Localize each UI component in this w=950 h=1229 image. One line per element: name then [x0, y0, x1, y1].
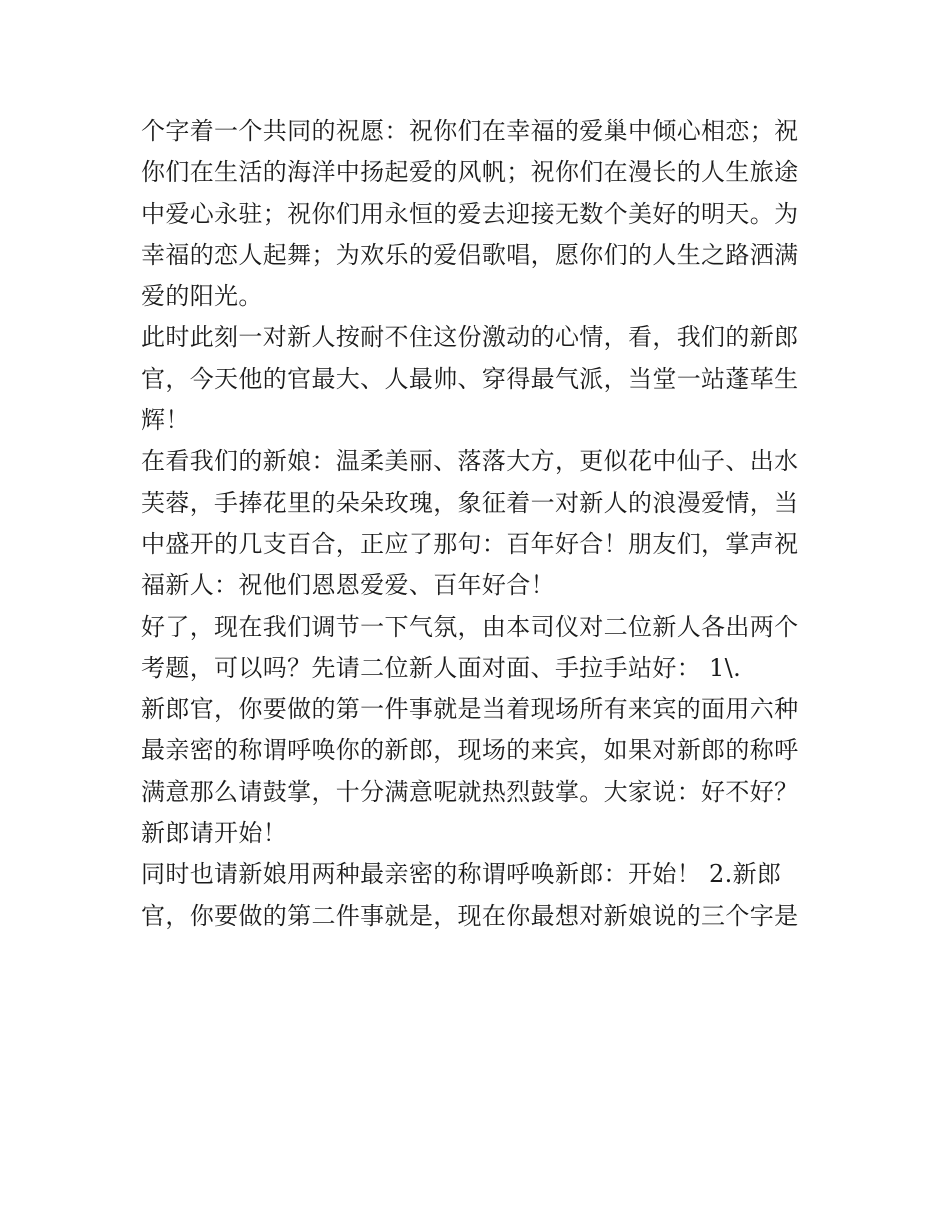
- text-line: 考题，可以吗？先请二位新人面对面、手拉手站好： 1\.: [141, 653, 742, 682]
- text-line: 满意那么请鼓掌，十分满意呢就热烈鼓掌。大家说：好不好？: [141, 777, 799, 806]
- text-line: 此时此刻一对新人按耐不住这份激动的心情，看，我们的新郎: [141, 323, 799, 352]
- document-body: [141, 111, 817, 937]
- text-line: 新郎官，你要做的第一件事就是当着现场所有来宾的面用六种: [141, 695, 799, 724]
- text-line: 中盛开的几支百合，正应了那句：百年好合！朋友们，掌声祝: [141, 529, 799, 558]
- text-line: 同时也请新娘用两种最亲密的称谓呼唤新郎：开始！ 2.新郎: [141, 860, 782, 889]
- text-line: 你们在生活的海洋中扬起爱的风帆；祝你们在漫长的人生旅途: [141, 158, 799, 187]
- text-line: 在看我们的新娘：温柔美丽、落落大方，更似花中仙子、出水: [141, 447, 799, 476]
- text-line: 新郎请开始！: [141, 819, 288, 848]
- text-line: 最亲密的称谓呼唤你的新郎，现场的来宾，如果对新郎的称呼: [141, 736, 799, 765]
- text-line: 好了，现在我们调节一下气氛，由本司仪对二位新人各出两个: [141, 612, 799, 641]
- text-line: 官，今天他的官最大、人最帅、穿得最气派，当堂一站蓬荜生: [141, 364, 799, 393]
- text-line: 福新人：祝他们恩恩爱爱、百年好合！: [141, 571, 555, 600]
- text-line: 官，你要做的第二件事就是，现在你最想对新娘说的三个字是: [141, 901, 799, 930]
- text-line: 个字着一个共同的祝愿：祝你们在幸福的爱巢中倾心相恋；祝: [141, 117, 799, 145]
- text-line: 爱的阳光。: [141, 282, 263, 311]
- text-line: 中爱心永驻；祝你们用永恒的爱去迎接无数个美好的明天。为: [141, 199, 799, 228]
- text-line: 芙蓉，手捧花里的朵朵玫瑰，象征着一对新人的浪漫爱情，当: [141, 488, 799, 517]
- text-line: 辉！: [141, 406, 190, 435]
- text-line: 幸福的恋人起舞；为欢乐的爱侣歌唱，愿你们的人生之路洒满: [141, 240, 799, 269]
